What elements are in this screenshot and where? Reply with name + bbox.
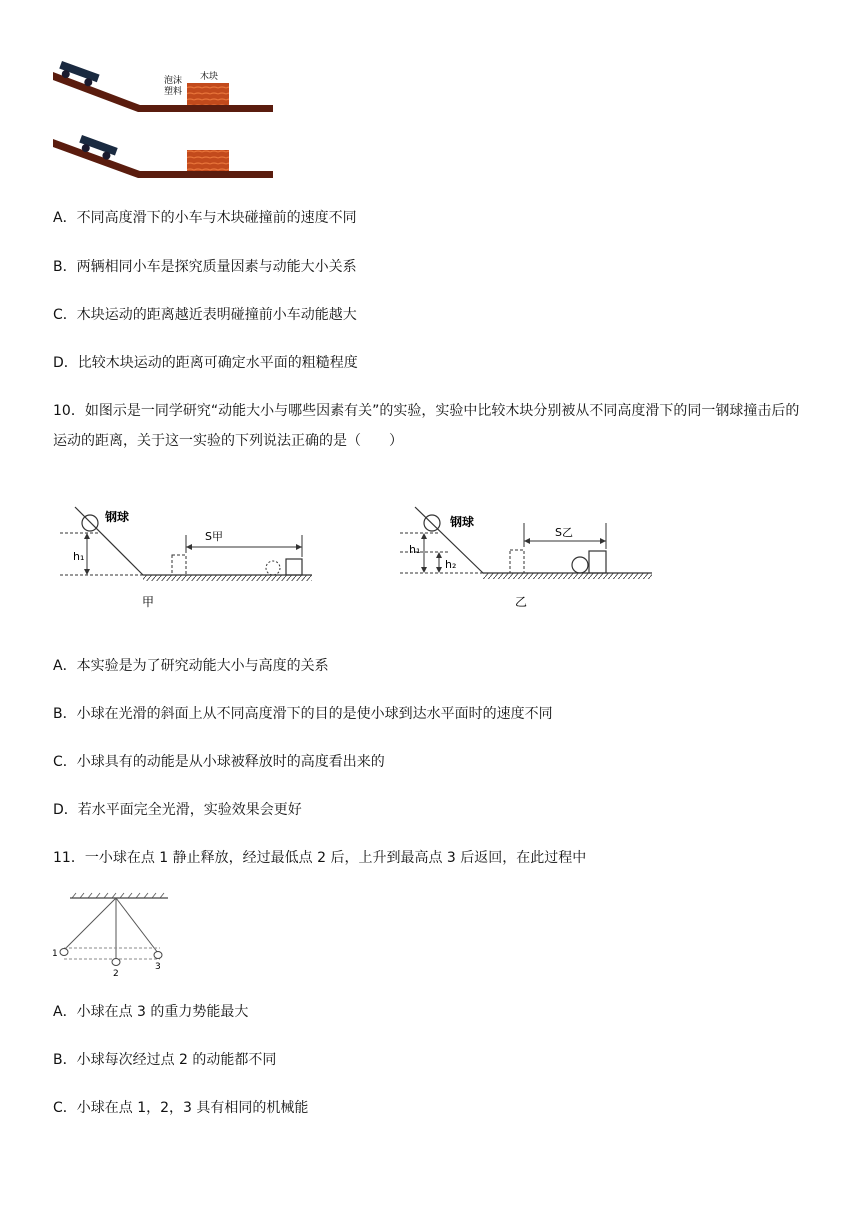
ball-at-block [572, 557, 588, 573]
option-letter: A． [53, 658, 77, 674]
question-text: 一小球在点 1 静止释放，经过最低点 2 后，上升到最高点 3 后返回，在此过程中 [84, 850, 587, 866]
q10-figure-right [395, 505, 660, 615]
foam-label-line2: 塑料 [164, 87, 183, 97]
option-letter: C． [53, 754, 77, 770]
option-letter: C． [53, 307, 77, 323]
q9-option-a [53, 209, 357, 227]
pendulum-figure [48, 888, 178, 980]
q9-option-b [53, 258, 357, 276]
wooden-block [589, 551, 606, 573]
q10-option-c [53, 753, 385, 771]
q10-stem [53, 396, 813, 456]
q10-option-b [53, 705, 553, 723]
option-text: 不同高度滑下的小车与木块碰撞前的速度不同 [76, 210, 357, 226]
cart-ramp-figure-bottom [50, 125, 280, 187]
option-letter: B． [53, 1052, 77, 1068]
steel-ball [82, 515, 98, 531]
block-label: 木块 [200, 72, 219, 82]
foam-label-line1: 泡沫 [164, 76, 183, 86]
wooden-block [187, 150, 229, 171]
ball-point-1 [60, 949, 68, 956]
option-letter: A． [53, 1004, 77, 1020]
ball-point-2 [112, 959, 120, 966]
option-letter: D． [53, 355, 78, 371]
height-label: h₁ [73, 550, 85, 563]
option-text: 若水平面完全光滑，实验效果会更好 [77, 802, 302, 818]
q9-option-c [53, 306, 357, 324]
q11-option-a [53, 1003, 248, 1021]
option-letter: C． [53, 1100, 77, 1116]
distance-label: S乙 [555, 526, 573, 539]
height-label-2: h₂ [445, 558, 457, 571]
q11-option-b [53, 1051, 276, 1069]
option-letter: D． [53, 802, 78, 818]
question-number: 10． [53, 403, 85, 419]
q10-option-d [53, 801, 302, 819]
point-label-1: 1 [52, 949, 58, 959]
wooden-block [286, 559, 302, 575]
option-text: 本实验是为了研究动能大小与高度的关系 [76, 658, 329, 674]
ball-label: 钢球 [105, 510, 130, 524]
figure-caption: 甲 [142, 595, 155, 609]
distance-label: S甲 [205, 530, 223, 543]
cart-ramp-figure-top [50, 55, 280, 120]
q9-option-d [53, 354, 358, 372]
q10-figure-left [55, 505, 320, 615]
q11-stem [53, 843, 813, 873]
point-label-3: 3 [155, 962, 161, 972]
option-text: 木块运动的距离越近表明碰撞前小车动能越大 [76, 307, 357, 323]
option-text: 小球在点 1，2，3 具有相同的机械能 [76, 1100, 309, 1116]
ball-point-3 [154, 952, 162, 959]
question-number: 11． [53, 850, 85, 866]
height-label-1: h₁ [409, 543, 421, 556]
option-letter: B． [53, 259, 77, 275]
q11-option-c [53, 1099, 308, 1117]
option-text: 小球在光滑的斜面上从不同高度滑下的目的是使小球到达水平面时的速度不同 [76, 706, 553, 722]
figure-caption: 乙 [515, 595, 528, 609]
question-text: 如图示是一同学研究“动能大小与哪些因素有关”的实验，实验中比较木块分别被从不同高度滑下的同一钢球撞击后的运动的距离，关于这一实验的下列说法正确的是（ ） [53, 403, 800, 449]
option-text: 小球在点 3 的重力势能最大 [76, 1004, 249, 1020]
option-text: 小球具有的动能是从小球被释放时的高度看出来的 [76, 754, 385, 770]
wooden-block [187, 83, 229, 105]
option-letter: A． [53, 210, 77, 226]
ball-label: 钢球 [450, 515, 475, 529]
q10-option-a [53, 657, 329, 675]
option-text: 小球每次经过点 2 的动能都不同 [76, 1052, 277, 1068]
option-text: 两辆相同小车是探究质量因素与动能大小关系 [76, 259, 357, 275]
option-letter: B． [53, 706, 77, 722]
option-text: 比较木块运动的距离可确定水平面的粗糙程度 [77, 355, 358, 371]
point-label-2: 2 [113, 969, 119, 979]
